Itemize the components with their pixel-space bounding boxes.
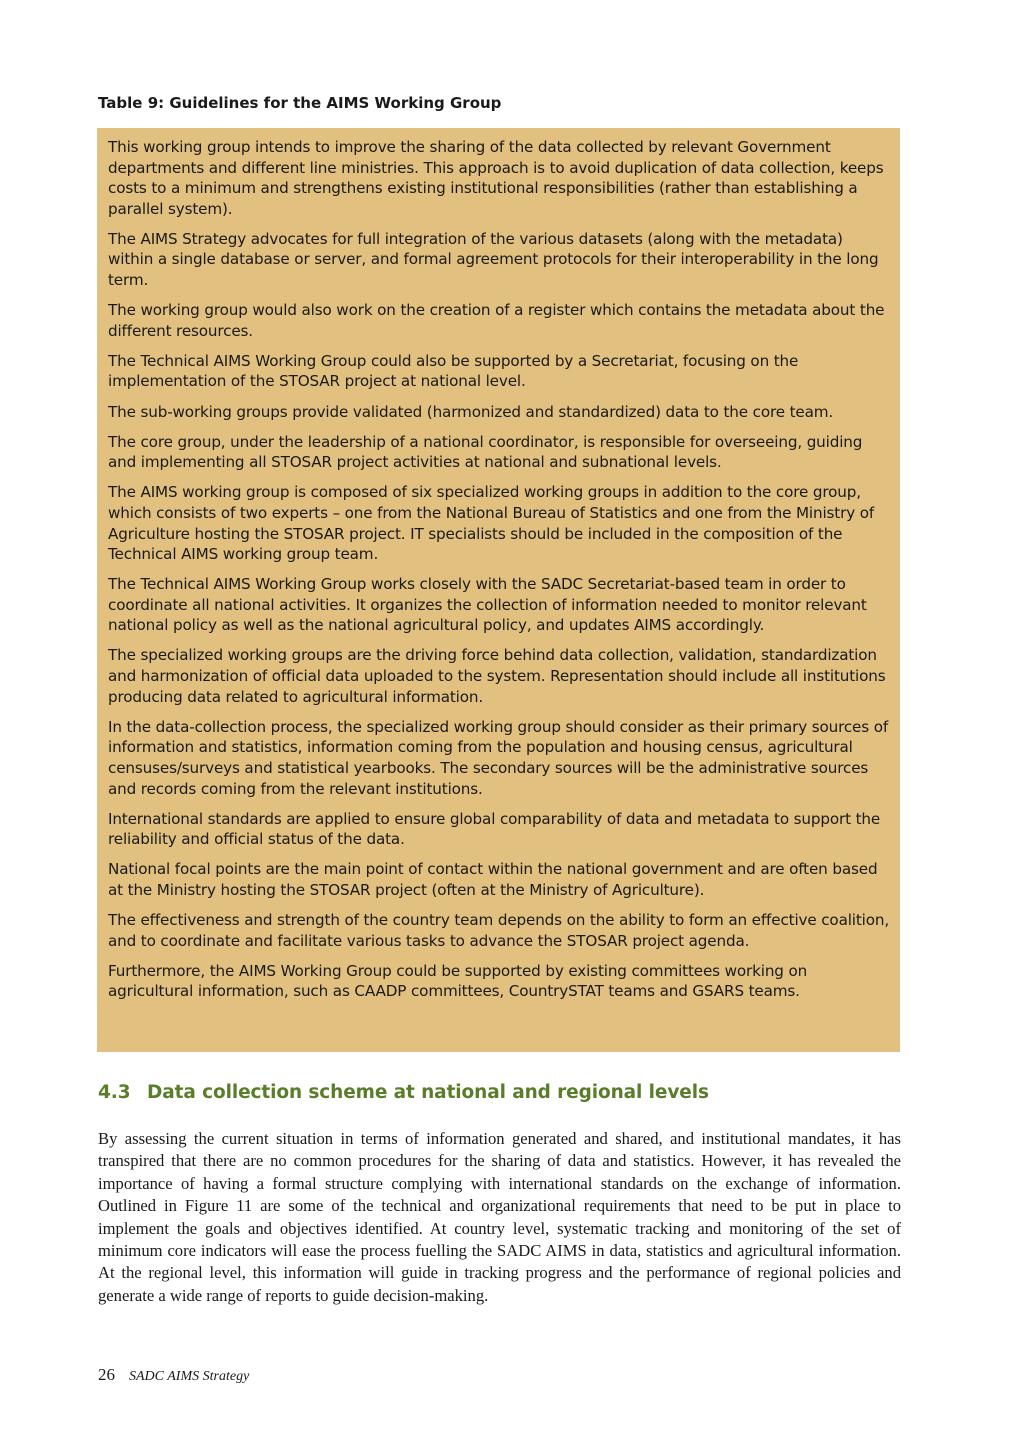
guideline-paragraph: The working group would also work on the creation of a register which contains the metadata about the different resources.	[108, 301, 885, 340]
section-body-paragraph: By assessing the current situation in terms of information generated and shared, and institutional mandates, it has transpired that there are no common procedures for the sharing of data and statistics. However, it has revealed the importance of having a formal structure complying with international standards on the exchange of information. Outlined in Figure 11 are some of the technical and organizational requirements that need to be put in place to implement the goals and objectives identified. At country level, systematic tracking and monitoring of the set of minimum core indicators will ease the process fuelling the SADC AIMS in data, statistics and agricultural information. At the regional level, this information will guide in tracking progress and the performance of regional policies and generate a wide range of reports to guide decision-making.	[98, 1129, 901, 1305]
guideline-paragraph: In the data-collection process, the specialized working group should consider as their primary sources of information and statistics, information coming from the population and housing census, agricultural censuses/surveys and statistical yearbooks. The secondary sources will be the administrative sources and records coming from the relevant institutions.	[108, 717, 889, 798]
page-footer	[98, 1365, 249, 1385]
page-number: 26	[98, 1365, 115, 1384]
guideline-paragraph: National focal points are the main point of contact within the national government and are often based at the Ministry hosting the STOSAR project (often at the Ministry of Agriculture).	[108, 860, 878, 899]
guideline-paragraph: The AIMS Strategy advocates for full integration of the various datasets (along with the metadata) within a single database or server, and formal agreement protocols for their interoperability in the long term.	[108, 229, 879, 290]
guideline-paragraph: The core group, under the leadership of a national coordinator, is responsible for overseeing, guiding and implementing all STOSAR project activities at national and subnational levels.	[108, 432, 863, 472]
running-title: SADC AIMS Strategy	[129, 1369, 250, 1384]
guideline-paragraph: The AIMS working group is composed of six specialized working groups in addition to the core group, which consists of two experts – one from the National Bureau of Statistics and one from the Ministry of Agriculture hosting the STOSAR project. IT specialists should be included in the composition of the Technical AIMS working group team.	[108, 483, 875, 564]
section-title: Data collection scheme at national and regional levels	[147, 1082, 709, 1103]
guideline-paragraph: The Technical AIMS Working Group works closely with the SADC Secretariat-based team in order to coordinate all national activities. It organizes the collection of information needed to monitor relevant national policy as well as the national agricultural policy, and updates AIMS accordingly.	[108, 575, 867, 635]
guideline-paragraph: International standards are applied to ensure global comparability of data and metadata to support the reliability and official status of the data.	[108, 809, 881, 849]
section-heading	[98, 1082, 709, 1103]
guideline-paragraph: The specialized working groups are the driving force behind data collection, validation, standardization and harmonization of official data uploaded to the system. Representation should include all institutions producing data related to agricultural information.	[108, 646, 886, 706]
guideline-paragraph: Furthermore, the AIMS Working Group could be supported by existing committees working on agricultural information, such as CAADP committees, CountrySTAT teams and GSARS teams.	[108, 961, 808, 1001]
guideline-paragraph: The Technical AIMS Working Group could also be supported by a Secretariat, focusing on the implementation of the STOSAR project at national level.	[108, 351, 799, 391]
guideline-paragraph: This working group intends to improve the sharing of the data collected by relevant Government departments and different line ministries. This approach is to avoid duplication of data collection, keeps costs to a minimum and strengthens existing institutional responsibilities (rather than establishing a parallel system).	[108, 138, 884, 218]
guideline-paragraph: The effectiveness and strength of the country team depends on the ability to form an effective coalition, and to coordinate and facilitate various tasks to advance the STOSAR project agenda.	[108, 911, 890, 950]
guidelines-box	[97, 128, 900, 1052]
section-number: 4.3	[98, 1082, 131, 1103]
table-caption: Table 9: Guidelines for the AIMS Working Group	[98, 94, 502, 112]
guideline-paragraph: The sub-working groups provide validated (harmonized and standardized) data to the core team.	[108, 402, 834, 421]
